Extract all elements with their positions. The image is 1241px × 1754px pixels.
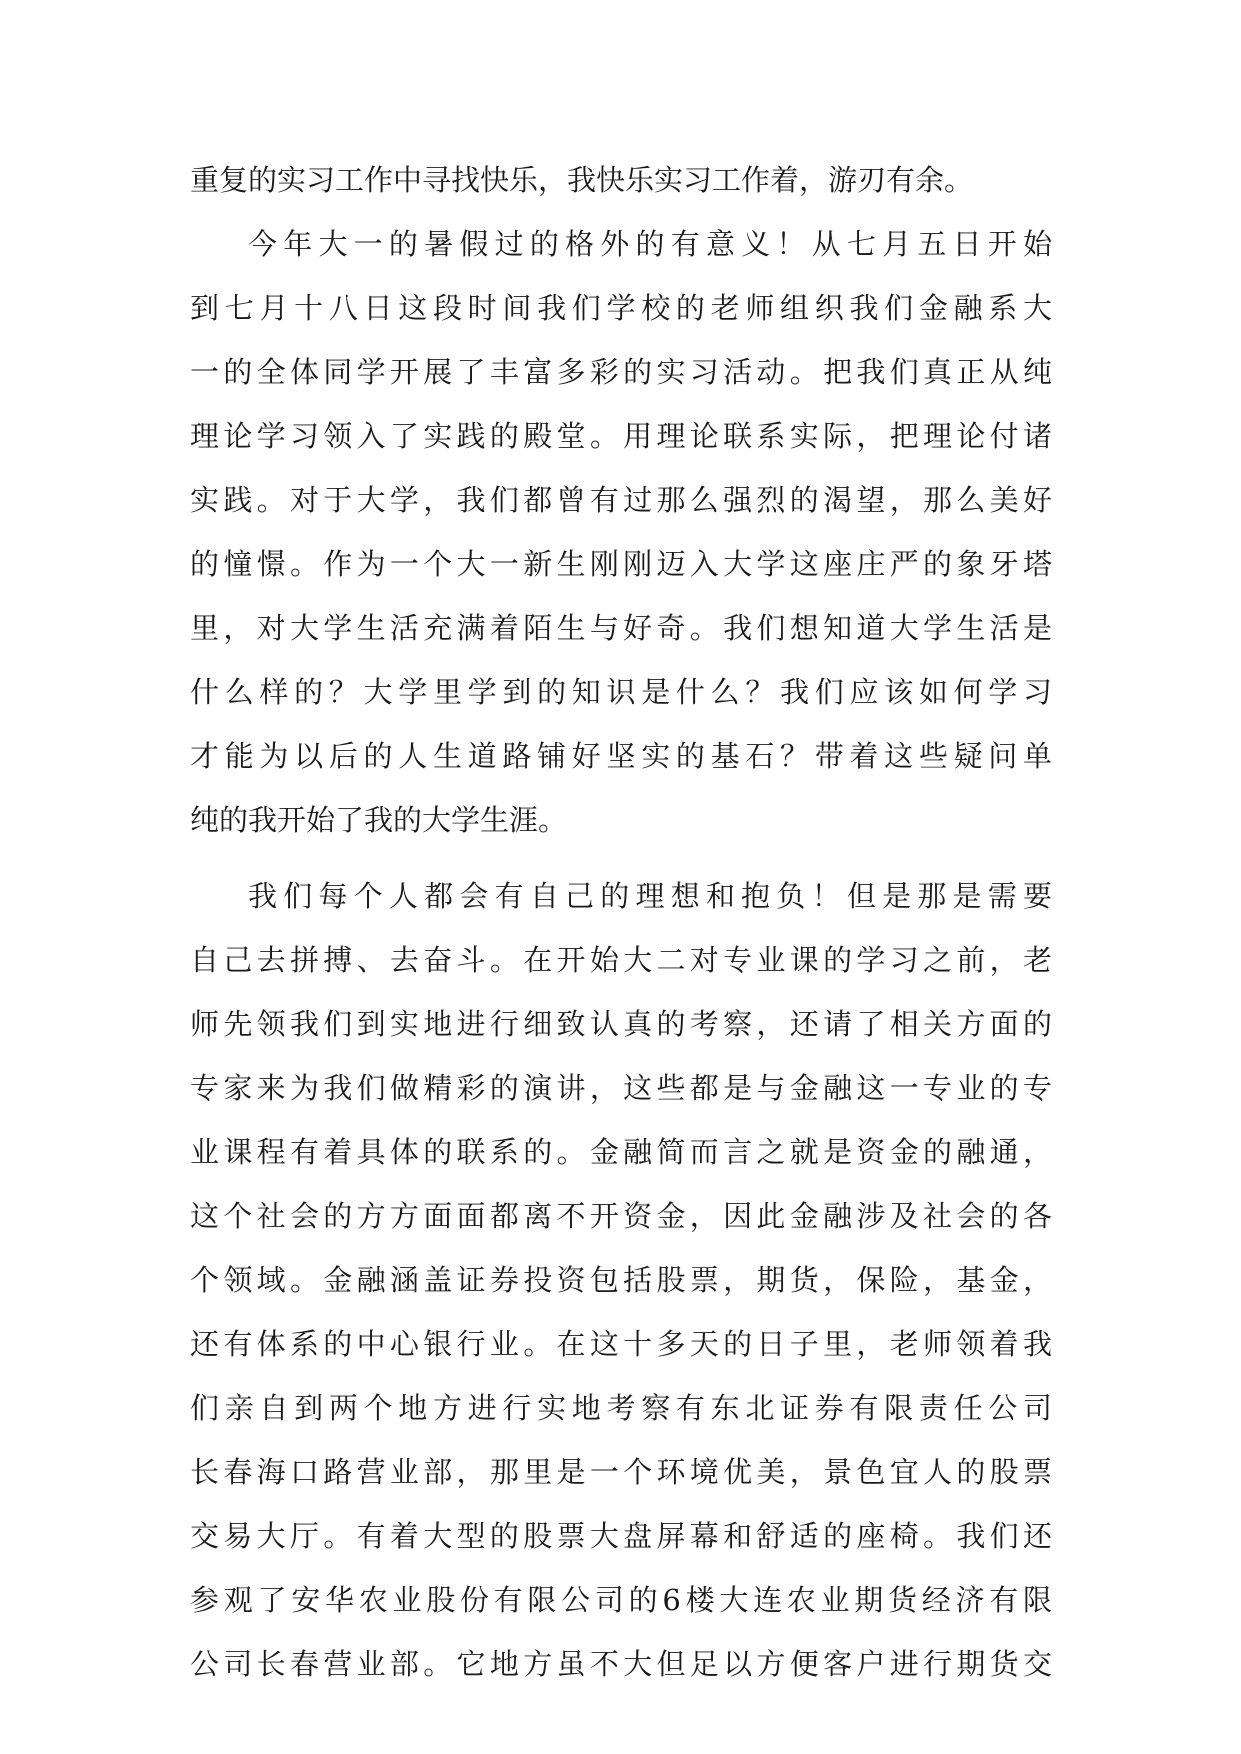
text-line: 参观了安华农业股份有限公司的6楼大连农业期货经济有限	[190, 1583, 1052, 1617]
text-line: 到七月十八日这段时间我们学校的老师组织我们金融系大	[190, 291, 1052, 325]
text-line: 个领域。金融涵盖证券投资包括股票，期货，保险，基金，	[190, 1263, 1052, 1297]
text-line: 才能为以后的人生道路铺好坚实的基石？带着这些疑问单	[190, 739, 1052, 773]
text-line: 专家来为我们做精彩的演讲，这些都是与金融这一专业的专	[190, 1071, 1052, 1105]
text-line: 师先领我们到实地进行细致认真的考察，还请了相关方面的	[190, 1007, 1052, 1041]
paragraph	[190, 212, 1052, 852]
text-line: 的憧憬。作为一个大一新生刚刚迈入大学这座庄严的象牙塔	[190, 547, 1052, 581]
text-line: 什么样的？大学里学到的知识是什么？我们应该如何学习	[190, 675, 1052, 709]
text-line: 长春海口路营业部，那里是一个环境优美，景色宜人的股票	[190, 1455, 1052, 1489]
paragraph	[190, 864, 1052, 1696]
paragraph	[190, 148, 1052, 212]
text-line: 自己去拼搏、去奋斗。在开始大二对专业课的学习之前，老	[190, 943, 1052, 977]
text-line: 我们每个人都会有自己的理想和抱负！但是那是需要	[248, 879, 1052, 913]
text-line: 重复的实习工作中寻找快乐，我快乐实习工作着，游刃有余。	[190, 163, 974, 197]
text-line: 今年大一的暑假过的格外的有意义！从七月五日开始	[248, 227, 1052, 261]
text-line: 理论学习领入了实践的殿堂。用理论联系实际，把理论付诸	[190, 419, 1052, 453]
text-line: 交易大厅。有着大型的股票大盘屏幕和舒适的座椅。我们还	[190, 1519, 1052, 1553]
text-line: 们亲自到两个地方进行实地考察有东北证券有限责任公司	[190, 1391, 1052, 1425]
document-body	[190, 148, 1052, 1696]
text-line: 公司长春营业部。它地方虽不大但足以方便客户进行期货交	[190, 1647, 1052, 1681]
text-line: 还有体系的中心银行业。在这十多天的日子里，老师领着我	[190, 1327, 1052, 1361]
text-line: 纯的我开始了我的大学生涯。	[190, 803, 568, 837]
text-line: 业课程有着具体的联系的。金融简而言之就是资金的融通，	[190, 1135, 1052, 1169]
paragraph-gap	[190, 852, 1052, 864]
text-line: 里，对大学生活充满着陌生与好奇。我们想知道大学生活是	[190, 611, 1052, 645]
text-line: 这个社会的方方面面都离不开资金，因此金融涉及社会的各	[190, 1199, 1052, 1233]
text-line: 实践。对于大学，我们都曾有过那么强烈的渴望，那么美好	[190, 483, 1052, 517]
text-line: 一的全体同学开展了丰富多彩的实习活动。把我们真正从纯	[190, 355, 1052, 389]
